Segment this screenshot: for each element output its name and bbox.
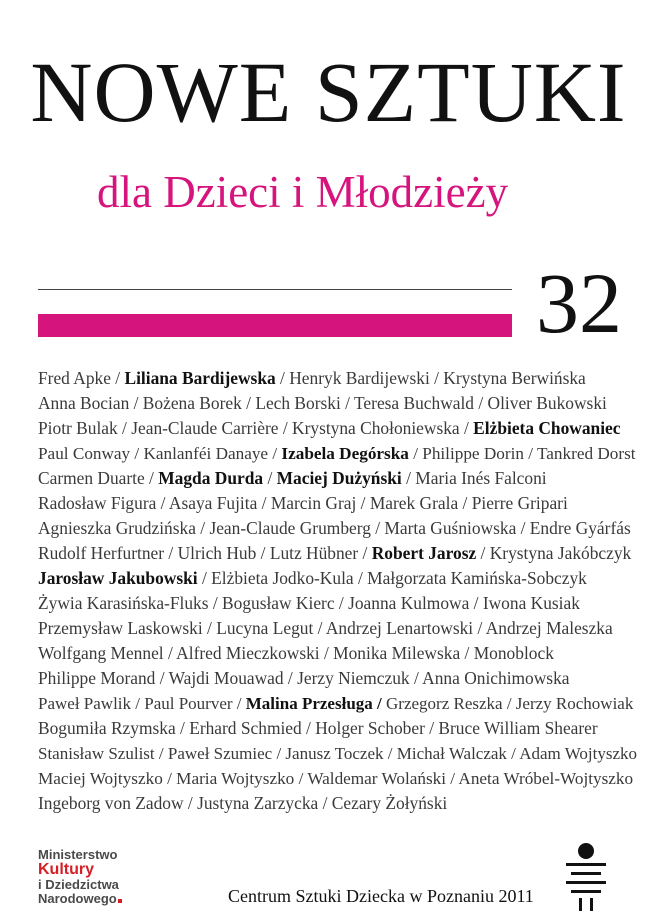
ministry-logo: [38, 848, 122, 906]
author-names: Paweł Pawlik / Paul Pourver /: [38, 694, 246, 713]
ministry-logo-line: Narodowego: [38, 891, 117, 906]
author-names: Ingeborg von Zadow / Justyna Zarzycka / Cezary Żołyński: [38, 793, 448, 813]
author-names: Radosław Figura / Asaya Fujita / Marcin Graj / Marek Grala / Pierre Gripari: [38, 493, 568, 513]
author-line: [38, 591, 638, 616]
author-names: / Maria Inés Falconi: [401, 468, 547, 488]
author-line: [38, 666, 638, 691]
magazine-subtitle: dla Dzieci i Młodzieży: [97, 167, 509, 217]
author-line: [38, 641, 638, 666]
author-line: [38, 741, 638, 766]
author-names: Piotr Bulak / Jean-Claude Carrière / Krystyna Chołoniewska /: [38, 418, 474, 438]
issue-number: 32: [536, 255, 622, 351]
author-names: Bogumiła Rzymska / Erhard Schmied / Holger Schober / Bruce William Shearer: [38, 718, 598, 738]
author-names: Rudolf Herfurtner / Ulrich Hub / Lutz Hübner /: [38, 543, 372, 563]
author-line: [38, 466, 638, 491]
author-line: [38, 691, 638, 716]
author-names: Przemysław Laskowski / Lucyna Legut / Andrzej Lenartowski / Andrzej Maleszka: [38, 618, 613, 638]
author-line: [38, 491, 638, 516]
red-dot-icon: [118, 899, 122, 903]
author-line: [38, 766, 638, 791]
author-line: [38, 516, 638, 541]
author-names: Wolfgang Mennel / Alfred Mieczkowski / Monika Milewska / Monoblock: [38, 643, 554, 663]
featured-author-name: Liliana Bardijewska: [124, 368, 276, 388]
ministry-logo-line: Ministerstwo: [38, 847, 118, 862]
author-names: Fred Apke /: [38, 368, 125, 388]
magazine-title: NOWE SZTUKI: [30, 44, 627, 140]
centrum-figure-icon: [566, 842, 606, 912]
divider-line: [38, 289, 512, 290]
author-names: / Henryk Bardijewski / Krystyna Berwińska: [275, 368, 586, 388]
publisher-line: Centrum Sztuki Dziecka w Poznaniu 2011: [228, 886, 534, 906]
featured-author-name: Magda Durda: [158, 468, 264, 488]
author-line: [38, 716, 638, 741]
author-names: Grzegorz Reszka / Jerzy Rochowiak: [381, 694, 634, 713]
author-line: [38, 366, 638, 391]
author-names: / Elżbieta Jodko-Kula / Małgorzata Kamińska-Sobczyk: [197, 568, 587, 588]
author-names: / Philippe Dorin / Tankred Dorst: [408, 444, 636, 463]
author-line: [38, 416, 638, 441]
featured-author-name: Maciej Dużyński: [276, 468, 402, 488]
author-line: [38, 616, 638, 641]
author-names: Stanisław Szulist / Paweł Szumiec / Janusz Toczek / Michał Walczak / Adam Wojtyszko: [38, 744, 637, 763]
featured-author-name: Izabela Degórska: [281, 444, 409, 463]
accent-bar: [38, 314, 512, 337]
author-line: [38, 441, 638, 466]
author-names: Carmen Duarte /: [38, 468, 159, 488]
author-names: Agnieszka Grudzińska / Jean-Claude Grumberg / Marta Guśniowska / Endre Gyárfás: [38, 518, 631, 538]
ministry-logo-last: [38, 892, 122, 906]
author-names: / Krystyna Jakóbczyk: [476, 543, 632, 563]
featured-author-name: Malina Przesługa /: [245, 694, 382, 713]
featured-author-name: Robert Jarosz: [371, 543, 477, 563]
author-line: [38, 541, 638, 566]
author-names: Paul Conway / Kanlanféi Danaye /: [38, 444, 282, 463]
author-line: [38, 566, 638, 591]
ministry-logo-line: i Dziedzictwa: [38, 877, 119, 892]
author-names: Philippe Morand / Wajdi Mouawad / Jerzy Niemczuk / Anna Onichimowska: [38, 668, 570, 688]
author-names: /: [263, 468, 277, 488]
author-names: Maciej Wojtyszko / Maria Wojtyszko / Waldemar Wolański / Aneta Wróbel-Wojtyszko: [38, 769, 634, 788]
featured-author-name: Elżbieta Chowaniec: [473, 418, 621, 438]
author-line: [38, 791, 638, 816]
ministry-logo-line: Kultury: [38, 861, 94, 878]
author-line: [38, 391, 638, 416]
author-list: [38, 366, 638, 816]
author-names: Anna Bocian / Bożena Borek / Lech Borski / Teresa Buchwald / Oliver Bukowski: [38, 393, 607, 413]
author-names: Żywia Karasińska-Fluks / Bogusław Kierc / Joanna Kulmowa / Iwona Kusiak: [38, 593, 580, 613]
featured-author-name: Jarosław Jakubowski: [38, 568, 198, 588]
